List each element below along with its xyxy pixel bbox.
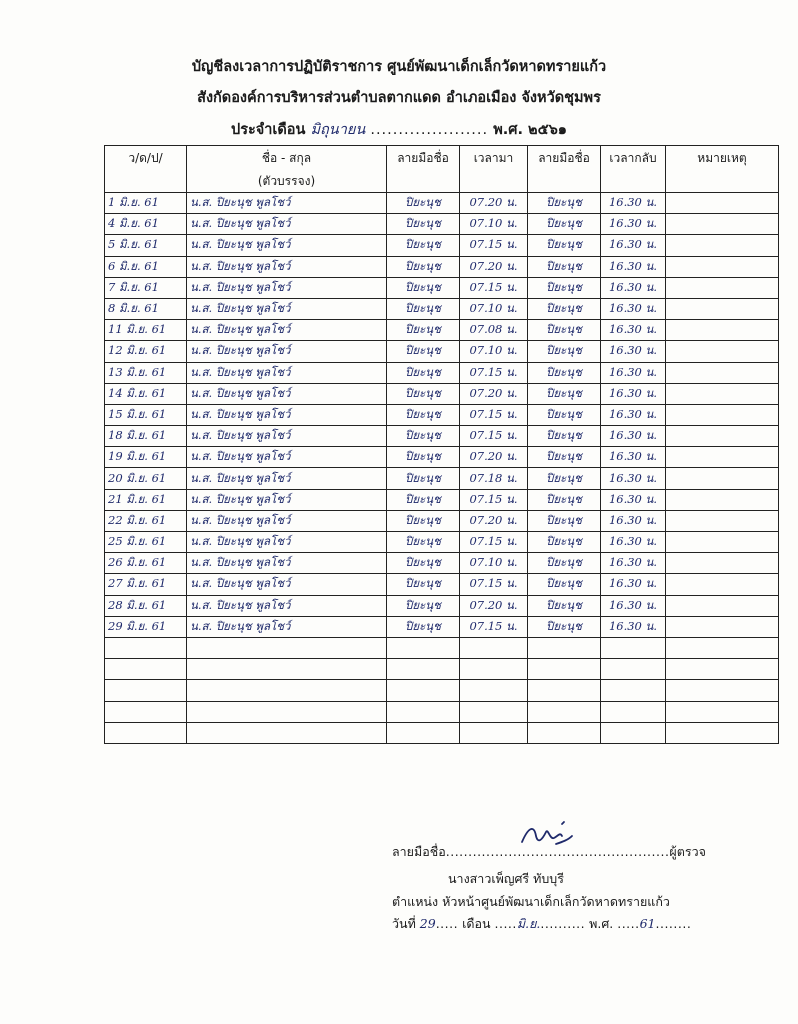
remarks-cell <box>666 193 779 214</box>
table-row <box>105 426 779 447</box>
header-sign-out: ลายมือชื่อ <box>528 146 601 193</box>
sign-in-cell: ปิยะนุช <box>387 341 460 362</box>
time-in-cell: 07.20 น. <box>460 256 528 277</box>
empty-time-in-cell <box>460 659 528 680</box>
month-dots-b: .......... <box>540 916 586 931</box>
empty-date-cell <box>105 680 187 701</box>
sign-in-cell: ปิยะนุช <box>387 277 460 298</box>
time-out-cell: 16.30 น. <box>601 616 666 637</box>
empty-sign-out-cell <box>528 637 601 658</box>
name-cell: น.ส. ปิยะนุช พูลโชว์ <box>187 616 387 637</box>
empty-table-row <box>105 680 779 701</box>
sign-out-cell: ปิยะนุช <box>528 341 601 362</box>
empty-time-out-cell <box>601 637 666 658</box>
empty-remarks-cell <box>666 680 779 701</box>
empty-sign-in-cell <box>387 680 460 701</box>
remarks-cell <box>666 298 779 319</box>
time-in-cell: 07.15 น. <box>460 616 528 637</box>
time-out-cell: 16.30 น. <box>601 298 666 319</box>
sign-in-cell: ปิยะนุช <box>387 426 460 447</box>
empty-name-cell <box>187 637 387 658</box>
time-out-cell: 16.30 น. <box>601 404 666 425</box>
time-in-cell: 07.15 น. <box>460 277 528 298</box>
date-cell: 22 มิ.ย. 61 <box>105 510 187 531</box>
sign-out-cell: ปิยะนุช <box>528 404 601 425</box>
sign-out-cell: ปิยะนุช <box>528 510 601 531</box>
time-out-cell: 16.30 น. <box>601 574 666 595</box>
remarks-cell <box>666 341 779 362</box>
time-in-cell: 07.10 น. <box>460 553 528 574</box>
header-time-out: เวลากลับ <box>601 146 666 193</box>
time-in-cell: 07.08 น. <box>460 320 528 341</box>
table-row <box>105 341 779 362</box>
name-cell: น.ส. ปิยะนุช พูลโชว์ <box>187 574 387 595</box>
month-year-line <box>0 118 798 141</box>
name-cell: น.ส. ปิยะนุช พูลโชว์ <box>187 447 387 468</box>
name-cell: น.ส. ปิยะนุช พูลโชว์ <box>187 341 387 362</box>
name-cell: น.ส. ปิยะนุช พูลโชว์ <box>187 489 387 510</box>
empty-time-out-cell <box>601 680 666 701</box>
time-out-cell: 16.30 น. <box>601 214 666 235</box>
sign-in-cell: ปิยะนุช <box>387 468 460 489</box>
sign-out-cell: ปิยะนุช <box>528 362 601 383</box>
name-cell: น.ส. ปิยะนุช พูลโชว์ <box>187 298 387 319</box>
time-in-cell: 07.15 น. <box>460 404 528 425</box>
date-day: 29 <box>419 916 436 931</box>
date-cell: 18 มิ.ย. 61 <box>105 426 187 447</box>
sign-in-cell: ปิยะนุช <box>387 489 460 510</box>
time-out-cell: 16.30 น. <box>601 532 666 553</box>
name-cell: น.ส. ปิยะนุช พูลโชว์ <box>187 383 387 404</box>
remarks-cell <box>666 489 779 510</box>
date-cell: 12 มิ.ย. 61 <box>105 341 187 362</box>
date-cell: 1 มิ.ย. 61 <box>105 193 187 214</box>
sign-in-cell: ปิยะนุช <box>387 553 460 574</box>
table-row <box>105 510 779 531</box>
table-row <box>105 616 779 637</box>
time-out-cell: 16.30 น. <box>601 383 666 404</box>
sign-out-cell: ปิยะนุช <box>528 298 601 319</box>
sign-in-cell: ปิยะนุช <box>387 616 460 637</box>
remarks-cell <box>666 383 779 404</box>
remarks-cell <box>666 320 779 341</box>
inspector-name: นางสาวเพ็ญศรี ทับบุรี <box>448 871 564 886</box>
name-cell: น.ส. ปิยะนุช พูลโชว์ <box>187 256 387 277</box>
empty-name-cell <box>187 722 387 743</box>
time-out-cell: 16.30 น. <box>601 468 666 489</box>
empty-table-row <box>105 659 779 680</box>
sign-out-cell: ปิยะนุช <box>528 193 601 214</box>
month-dots: ..................... <box>370 122 489 138</box>
empty-date-cell <box>105 722 187 743</box>
remarks-cell <box>666 277 779 298</box>
time-in-cell: 07.20 น. <box>460 510 528 531</box>
date-label: วันที่ <box>392 916 416 931</box>
empty-table-row <box>105 637 779 658</box>
empty-name-cell <box>187 659 387 680</box>
empty-sign-out-cell <box>528 722 601 743</box>
name-cell: น.ส. ปิยะนุช พูลโชว์ <box>187 235 387 256</box>
sign-in-cell: ปิยะนุช <box>387 256 460 277</box>
name-cell: น.ส. ปิยะนุช พูลโชว์ <box>187 193 387 214</box>
time-out-cell: 16.30 น. <box>601 489 666 510</box>
sign-in-cell: ปิยะนุช <box>387 404 460 425</box>
remarks-cell <box>666 510 779 531</box>
empty-sign-in-cell <box>387 701 460 722</box>
sign-out-cell: ปิยะนุช <box>528 256 601 277</box>
date-cell: 21 มิ.ย. 61 <box>105 489 187 510</box>
year-prefix: พ.ศ. <box>493 122 523 138</box>
month-label: เดือน <box>462 916 491 931</box>
date-cell: 29 มิ.ย. 61 <box>105 616 187 637</box>
date-cell: 14 มิ.ย. 61 <box>105 383 187 404</box>
empty-time-in-cell <box>460 637 528 658</box>
remarks-cell <box>666 214 779 235</box>
time-in-cell: 07.15 น. <box>460 362 528 383</box>
date-cell: 26 มิ.ย. 61 <box>105 553 187 574</box>
attendance-table <box>104 145 779 744</box>
table-row <box>105 277 779 298</box>
remarks-cell <box>666 235 779 256</box>
sign-in-cell: ปิยะนุช <box>387 320 460 341</box>
header-name <box>187 146 387 193</box>
date-line <box>392 914 798 934</box>
empty-sign-out-cell <box>528 680 601 701</box>
month-dots-a: ..... <box>494 916 517 931</box>
table-body <box>105 193 779 744</box>
empty-remarks-cell <box>666 659 779 680</box>
date-cell: 5 มิ.ย. 61 <box>105 235 187 256</box>
empty-name-cell <box>187 701 387 722</box>
date-cell: 4 มิ.ย. 61 <box>105 214 187 235</box>
header-remarks: หมายเหตุ <box>666 146 779 193</box>
empty-time-in-cell <box>460 701 528 722</box>
name-cell: น.ส. ปิยะนุช พูลโชว์ <box>187 553 387 574</box>
role-label: ผู้ตรวจ <box>669 844 706 859</box>
sign-out-cell: ปิยะนุช <box>528 277 601 298</box>
date-cell: 15 มิ.ย. 61 <box>105 404 187 425</box>
sign-in-cell: ปิยะนุช <box>387 193 460 214</box>
sign-out-cell: ปิยะนุช <box>528 235 601 256</box>
table-row <box>105 214 779 235</box>
table-row <box>105 468 779 489</box>
empty-remarks-cell <box>666 722 779 743</box>
year-dots-b: ........ <box>655 916 692 931</box>
empty-sign-out-cell <box>528 701 601 722</box>
header-date: ว/ด/ป/ <box>105 146 187 193</box>
time-out-cell: 16.30 น. <box>601 277 666 298</box>
sign-in-cell: ปิยะนุช <box>387 447 460 468</box>
date-cell: 8 มิ.ย. 61 <box>105 298 187 319</box>
sign-in-cell: ปิยะนุช <box>387 298 460 319</box>
date-year: 61 <box>639 916 656 931</box>
name-cell: น.ส. ปิยะนุช พูลโชว์ <box>187 426 387 447</box>
remarks-cell <box>666 256 779 277</box>
empty-date-cell <box>105 701 187 722</box>
time-in-cell: 07.20 น. <box>460 595 528 616</box>
table-row <box>105 489 779 510</box>
time-out-cell: 16.30 น. <box>601 426 666 447</box>
time-in-cell: 07.15 น. <box>460 489 528 510</box>
remarks-cell <box>666 616 779 637</box>
empty-time-in-cell <box>460 722 528 743</box>
time-out-cell: 16.30 น. <box>601 595 666 616</box>
time-in-cell: 07.15 น. <box>460 574 528 595</box>
empty-table-row <box>105 722 779 743</box>
sign-out-cell: ปิยะนุช <box>528 468 601 489</box>
empty-time-out-cell <box>601 722 666 743</box>
document-subtitle: สังกัดองค์การบริหารส่วนตำบลตากแดด อำเภอเมือง จังหวัดชุมพร <box>197 90 601 106</box>
inspector-signature-scrawl <box>518 818 574 850</box>
table-row <box>105 553 779 574</box>
table-row <box>105 235 779 256</box>
remarks-cell <box>666 447 779 468</box>
time-in-cell: 07.10 น. <box>460 214 528 235</box>
time-out-cell: 16.30 น. <box>601 235 666 256</box>
date-month: มิ.ย. <box>516 916 541 931</box>
table-row <box>105 193 779 214</box>
sign-in-cell: ปิยะนุช <box>387 235 460 256</box>
signature-label: ลายมือชื่อ <box>392 844 446 859</box>
header-sign-in: ลายมือชื่อ <box>387 146 460 193</box>
empty-date-cell <box>105 659 187 680</box>
day-dots: ..... <box>435 916 459 931</box>
position-label: ตำแหน่ง <box>392 894 439 909</box>
sign-out-cell: ปิยะนุช <box>528 489 601 510</box>
table-row <box>105 404 779 425</box>
sign-out-cell: ปิยะนุช <box>528 616 601 637</box>
date-cell: 25 มิ.ย. 61 <box>105 532 187 553</box>
month-value: มิถุนายน <box>310 122 366 138</box>
sign-out-cell: ปิยะนุช <box>528 532 601 553</box>
time-in-cell: 07.20 น. <box>460 447 528 468</box>
empty-sign-in-cell <box>387 722 460 743</box>
year-value: ๒๕๖๑ <box>528 122 567 138</box>
time-out-cell: 16.30 น. <box>601 320 666 341</box>
name-cell: น.ส. ปิยะนุช พูลโชว์ <box>187 320 387 341</box>
date-cell: 28 มิ.ย. 61 <box>105 595 187 616</box>
time-in-cell: 07.15 น. <box>460 426 528 447</box>
time-in-cell: 07.20 น. <box>460 193 528 214</box>
signature-dots: .................................................. <box>445 844 670 859</box>
table-row <box>105 320 779 341</box>
date-cell: 13 มิ.ย. 61 <box>105 362 187 383</box>
remarks-cell <box>666 404 779 425</box>
date-cell: 27 มิ.ย. 61 <box>105 574 187 595</box>
remarks-cell <box>666 362 779 383</box>
date-cell: 19 มิ.ย. 61 <box>105 447 187 468</box>
empty-time-out-cell <box>601 701 666 722</box>
table-row <box>105 532 779 553</box>
name-cell: น.ส. ปิยะนุช พูลโชว์ <box>187 214 387 235</box>
table-row <box>105 595 779 616</box>
sign-out-cell: ปิยะนุช <box>528 447 601 468</box>
remarks-cell <box>666 595 779 616</box>
sign-in-cell: ปิยะนุช <box>387 214 460 235</box>
sign-out-cell: ปิยะนุช <box>528 383 601 404</box>
position-value: หัวหน้าศูนย์พัฒนาเด็กเล็กวัดหาดทรายแก้ว <box>442 894 670 909</box>
time-out-cell: 16.30 น. <box>601 447 666 468</box>
time-in-cell: 07.15 น. <box>460 235 528 256</box>
date-cell: 11 มิ.ย. 61 <box>105 320 187 341</box>
empty-time-in-cell <box>460 680 528 701</box>
sign-out-cell: ปิยะนุช <box>528 320 601 341</box>
remarks-cell <box>666 468 779 489</box>
empty-table-row <box>105 701 779 722</box>
table-row <box>105 298 779 319</box>
table-row <box>105 447 779 468</box>
name-cell: น.ส. ปิยะนุช พูลโชว์ <box>187 277 387 298</box>
remarks-cell <box>666 426 779 447</box>
year-dots-a: ..... <box>617 916 640 931</box>
empty-remarks-cell <box>666 701 779 722</box>
sign-in-cell: ปิยะนุช <box>387 595 460 616</box>
sign-in-cell: ปิยะนุช <box>387 383 460 404</box>
signature-line <box>392 842 798 862</box>
empty-time-out-cell <box>601 659 666 680</box>
position-line <box>392 892 798 912</box>
table-header-row <box>105 146 779 193</box>
time-out-cell: 16.30 น. <box>601 341 666 362</box>
empty-sign-out-cell <box>528 659 601 680</box>
header-name-sub: (ตัวบรรจง) <box>257 174 316 188</box>
header-name-label: ชื่อ - สกุล <box>261 151 312 165</box>
time-out-cell: 16.30 น. <box>601 510 666 531</box>
time-in-cell: 07.20 น. <box>460 383 528 404</box>
empty-sign-in-cell <box>387 659 460 680</box>
name-cell: น.ส. ปิยะนุช พูลโชว์ <box>187 404 387 425</box>
time-out-cell: 16.30 น. <box>601 193 666 214</box>
table-row <box>105 256 779 277</box>
name-cell: น.ส. ปิยะนุช พูลโชว์ <box>187 468 387 489</box>
name-cell: น.ส. ปิยะนุช พูลโชว์ <box>187 595 387 616</box>
name-cell: น.ส. ปิยะนุช พูลโชว์ <box>187 532 387 553</box>
time-out-cell: 16.30 น. <box>601 256 666 277</box>
time-out-cell: 16.30 น. <box>601 553 666 574</box>
sign-in-cell: ปิยะนุช <box>387 574 460 595</box>
name-cell: น.ส. ปิยะนุช พูลโชว์ <box>187 362 387 383</box>
table-row <box>105 362 779 383</box>
sign-out-cell: ปิยะนุช <box>528 214 601 235</box>
time-in-cell: 07.15 น. <box>460 532 528 553</box>
sign-in-cell: ปิยะนุช <box>387 532 460 553</box>
time-in-cell: 07.10 น. <box>460 341 528 362</box>
remarks-cell <box>666 532 779 553</box>
empty-date-cell <box>105 637 187 658</box>
month-prefix: ประจำเดือน <box>230 122 306 138</box>
sign-in-cell: ปิยะนุช <box>387 510 460 531</box>
sign-out-cell: ปิยะนุช <box>528 553 601 574</box>
table-row <box>105 574 779 595</box>
year-label: พ.ศ. <box>589 916 614 931</box>
name-cell: น.ส. ปิยะนุช พูลโชว์ <box>187 510 387 531</box>
document-title: บัญชีลงเวลาการปฏิบัติราชการ ศูนย์พัฒนาเด็กเล็กวัดหาดทรายแก้ว <box>191 59 607 75</box>
time-in-cell: 07.10 น. <box>460 298 528 319</box>
empty-sign-in-cell <box>387 637 460 658</box>
sign-out-cell: ปิยะนุช <box>528 426 601 447</box>
remarks-cell <box>666 574 779 595</box>
remarks-cell <box>666 553 779 574</box>
date-cell: 7 มิ.ย. 61 <box>105 277 187 298</box>
sign-out-cell: ปิยะนุช <box>528 574 601 595</box>
header-time-in: เวลามา <box>460 146 528 193</box>
empty-remarks-cell <box>666 637 779 658</box>
sign-in-cell: ปิยะนุช <box>387 362 460 383</box>
time-in-cell: 07.18 น. <box>460 468 528 489</box>
time-out-cell: 16.30 น. <box>601 362 666 383</box>
empty-name-cell <box>187 680 387 701</box>
date-cell: 20 มิ.ย. 61 <box>105 468 187 489</box>
sign-out-cell: ปิยะนุช <box>528 595 601 616</box>
date-cell: 6 มิ.ย. 61 <box>105 256 187 277</box>
table-row <box>105 383 779 404</box>
